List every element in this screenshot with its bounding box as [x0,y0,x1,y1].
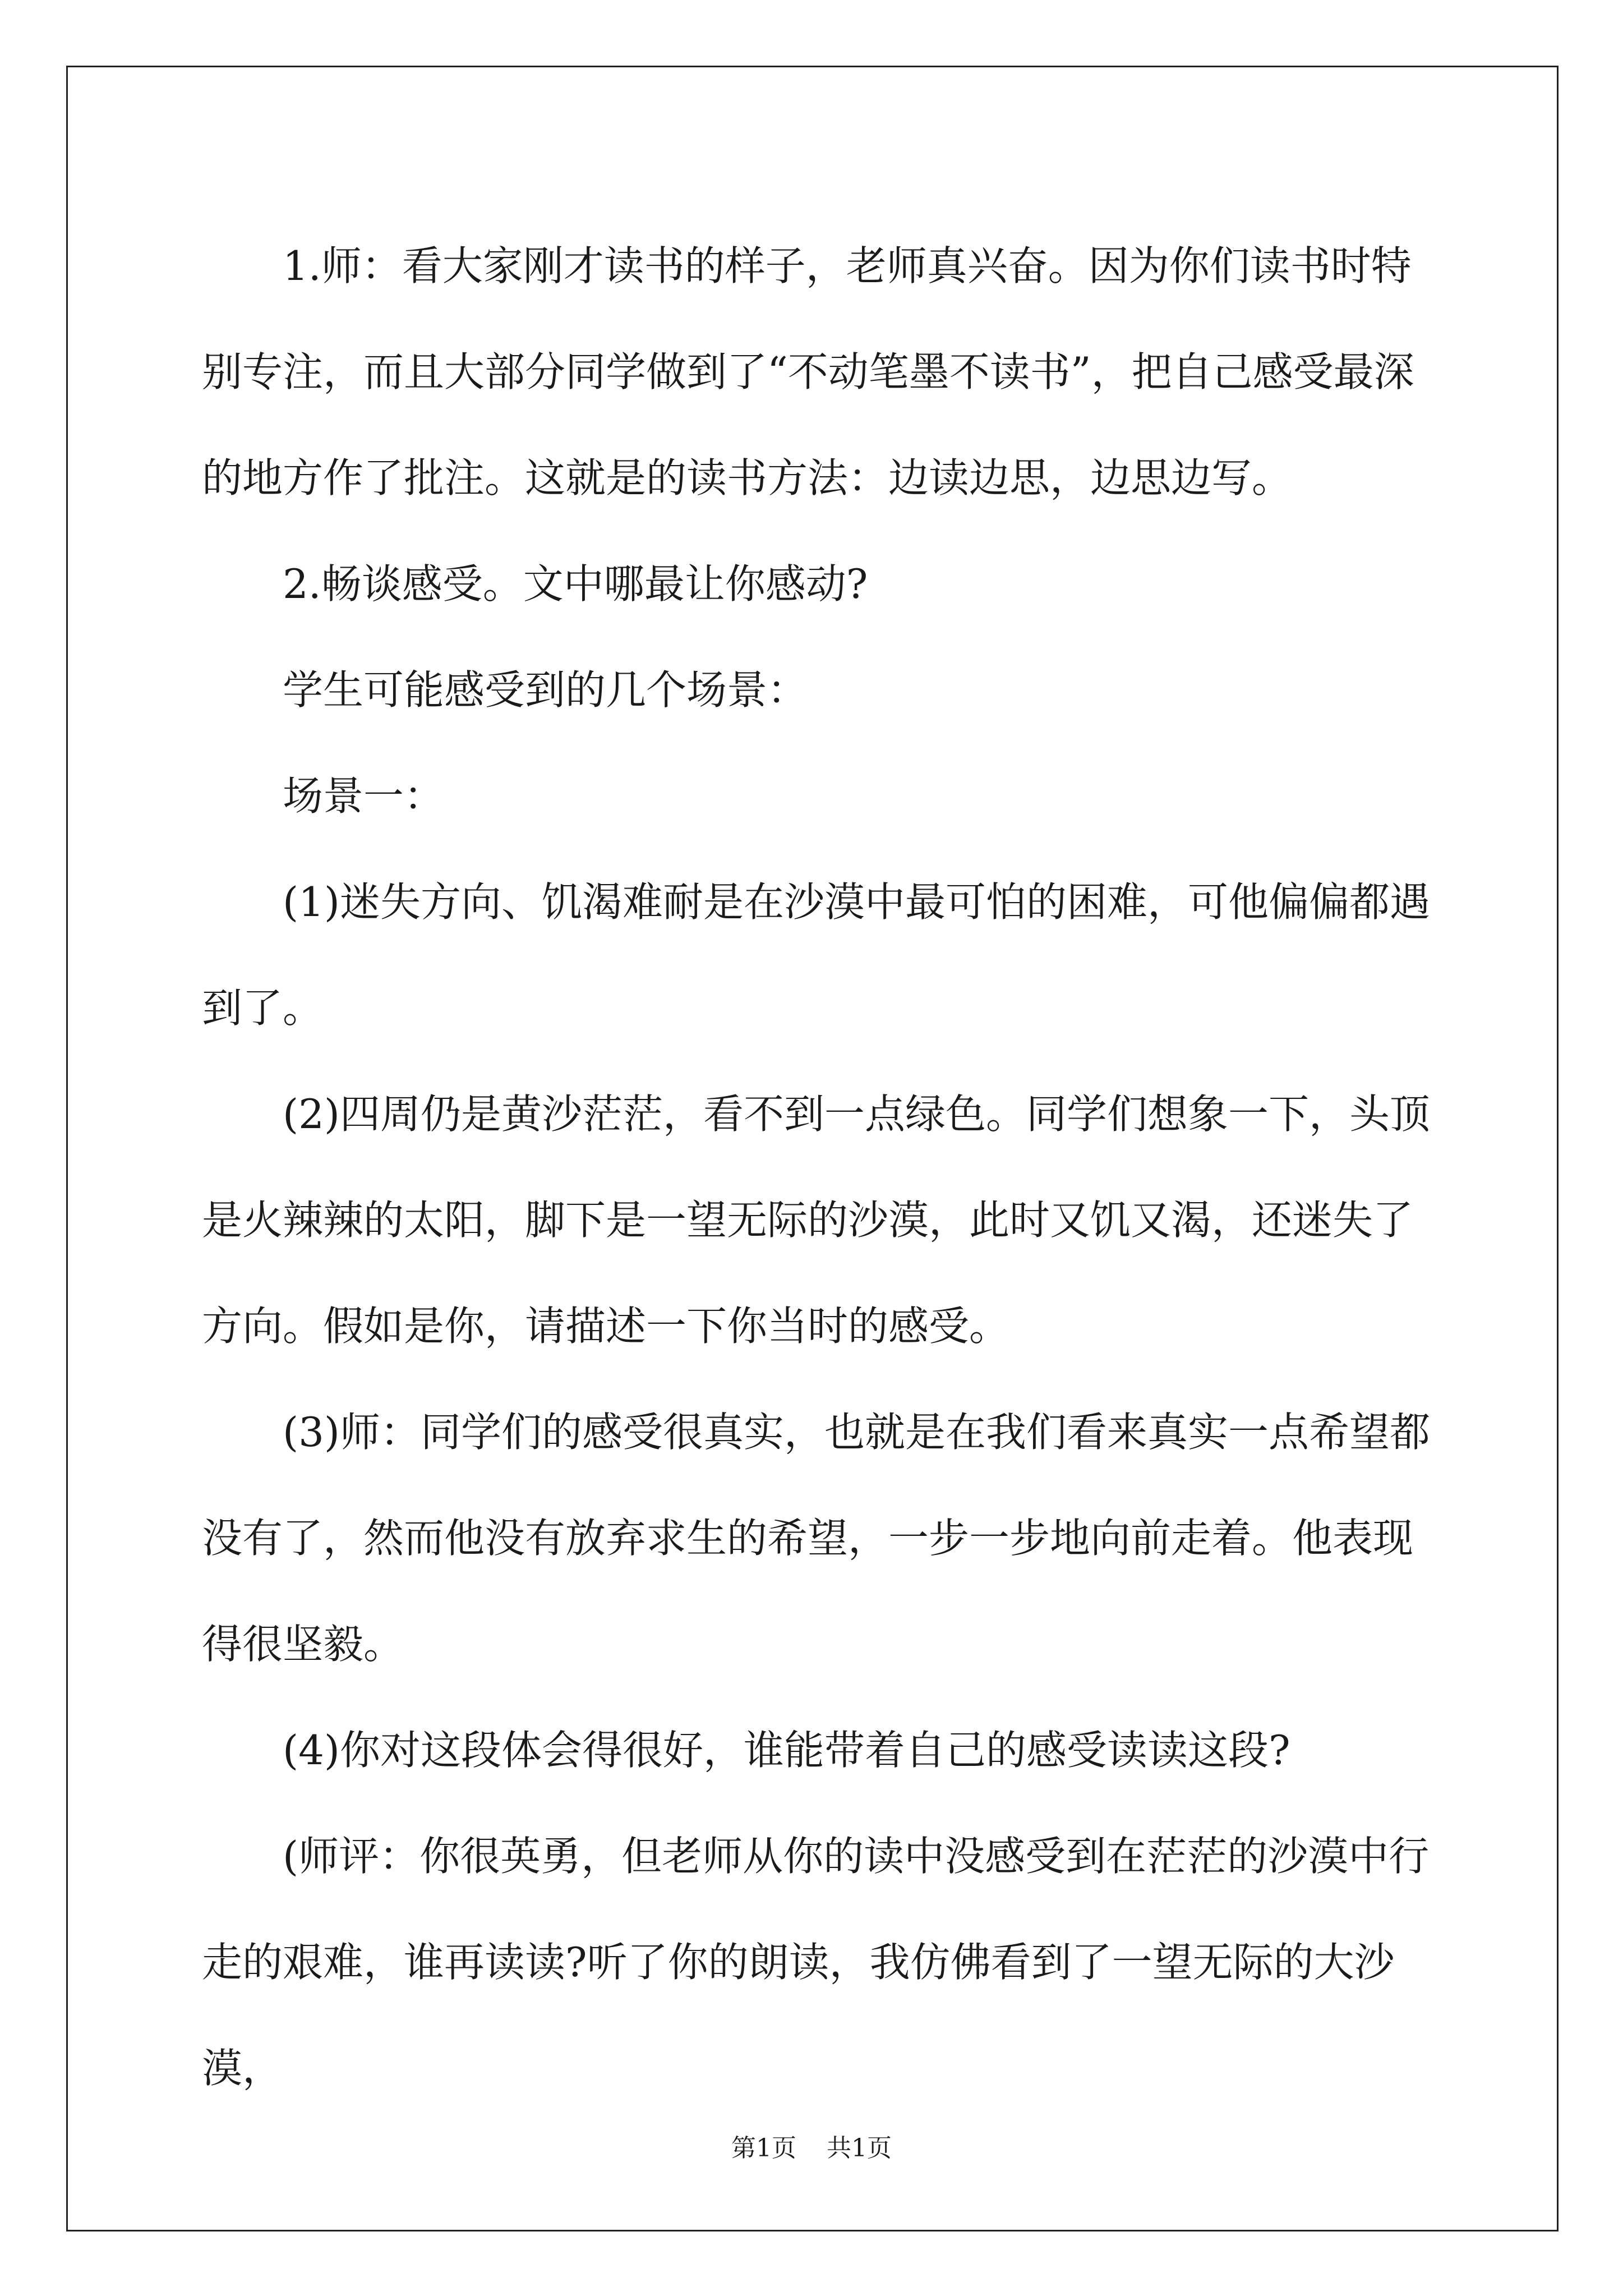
paragraph-2: 2.畅谈感受。文中哪最让你感动? [283,560,868,608]
page-footer [0,2132,1623,2165]
page-number-current: 第1页 [731,2134,796,2162]
paragraph-9: (师评：你很英勇，但老师从你的读中没感受到在茫茫的沙漠中行走的艰难，谁再读读?听了你的朗读，我仿佛看到了一望无际的大沙漠， [202,1833,1430,2092]
paragraph-3: 学生可能感受到的几个场景： [283,666,808,714]
paragraph-7: (3)师：同学们的感受很真实，也就是在我们看来真实一点希望都没有了，然而他没有放弃求生的希望，一步一步地向前走着。他表现得很坚毅。 [202,1409,1430,1668]
paragraph-1: 1.师：看大家刚才读书的样子，老师真兴奋。因为你们读书时特别专注，而且大部分同学做到了“不动笔墨不读书”，把自己感受最深的地方作了批注。这就是的读书方法：边读边思，边思边写。 [202,242,1414,501]
paragraph-6: (2)四周仍是黄沙茫茫，看不到一点绿色。同学们想象一下，头顶是火辣辣的太阳，脚下是一望无际的沙漠，此时又饥又渴，还迷失了方向。假如是你，请描述一下你当时的感受。 [202,1091,1430,1350]
page-number-total: 共1页 [827,2134,892,2162]
paragraph-5: (1)迷失方向、饥渴难耐是在沙漠中最可怕的困难，可他偏偏都遇到了。 [202,878,1430,1032]
paragraph-8: (4)你对这段体会得很好，谁能带着自己的感受读读这段? [283,1727,1290,1774]
document-body [202,213,1436,2122]
paragraph-4: 场景一： [283,772,445,820]
